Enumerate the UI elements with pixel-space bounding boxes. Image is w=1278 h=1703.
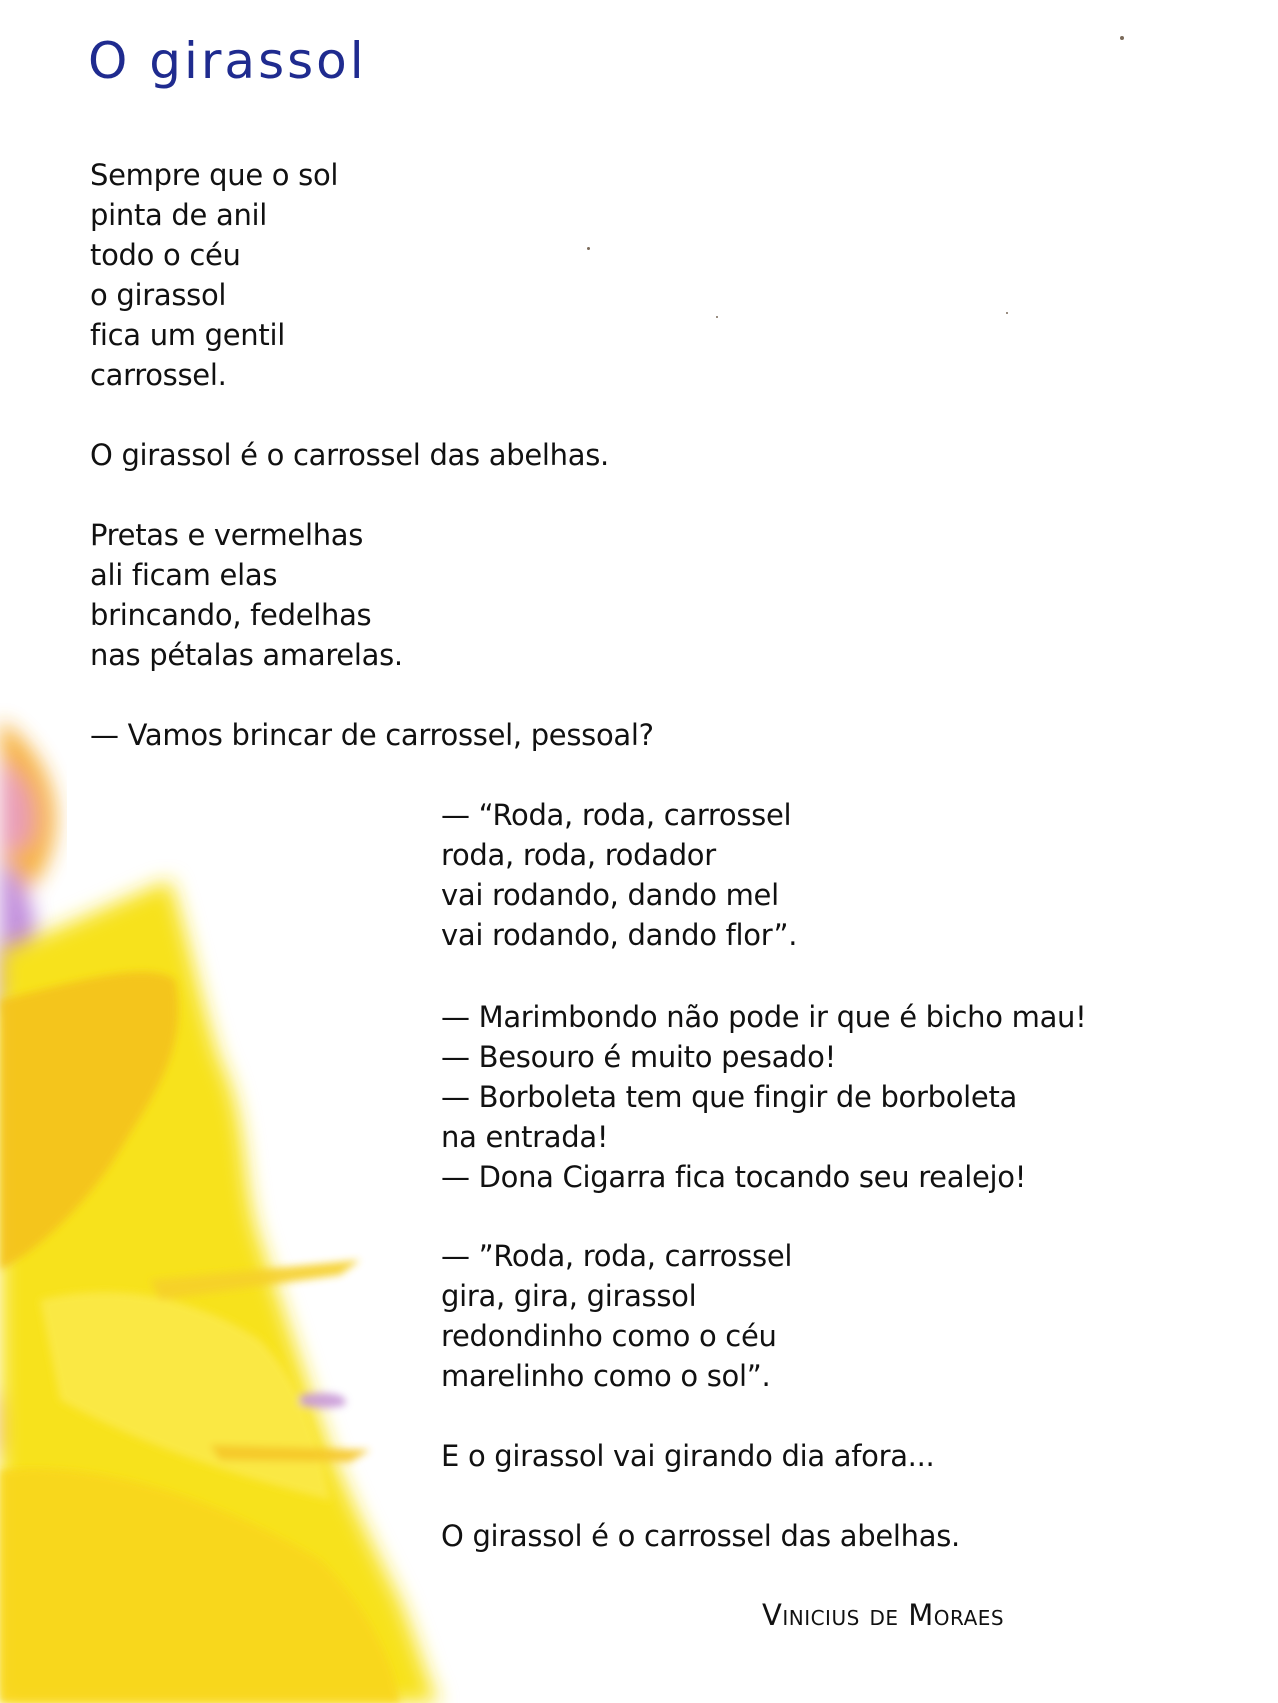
dust-speck — [1120, 36, 1124, 40]
stanza-9 — [441, 1516, 960, 1556]
poem-line: — Dona Cigarra fica tocando seu realejo! — [441, 1160, 1027, 1194]
dust-speck — [716, 316, 718, 318]
poem-line: gira, gira, girassol — [441, 1279, 697, 1313]
poem-line: O girassol é o carrossel das abelhas. — [441, 1519, 960, 1553]
poem-line: ali ficam elas — [90, 558, 278, 592]
stanza-5 — [441, 795, 797, 955]
poem-line: fica um gentil — [90, 318, 285, 352]
poem-author: Vinicius de Moraes — [762, 1598, 1005, 1632]
poem-line: todo o céu — [90, 238, 241, 272]
poem-line: — Besouro é muito pesado! — [441, 1040, 836, 1074]
stanza-1 — [90, 155, 338, 395]
stanza-4 — [90, 715, 654, 755]
poem-line: Sempre que o sol — [90, 158, 339, 192]
dust-speck — [1006, 312, 1008, 314]
poem-line: pinta de anil — [90, 198, 268, 232]
poem-line: vai rodando, dando flor”. — [441, 918, 798, 952]
poem-line: — Vamos brincar de carrossel, pessoal? — [90, 718, 654, 752]
stanza-2 — [90, 435, 609, 475]
poem-line: na entrada! — [441, 1120, 609, 1154]
poem-line: o girassol — [90, 278, 227, 312]
dust-speck — [587, 247, 590, 250]
poem-line: marelinho como o sol”. — [441, 1359, 771, 1393]
poem-line: redondinho como o céu — [441, 1319, 777, 1353]
stanza-7 — [441, 1236, 792, 1396]
poem-line: — Marimbondo não pode ir que é bicho mau! — [441, 1000, 1087, 1034]
poem-title: O girassol — [88, 32, 367, 90]
poem-line: E o girassol vai girando dia afora... — [441, 1439, 935, 1473]
poem-line: — “Roda, roda, carrossel — [441, 798, 792, 832]
poem-line: nas pétalas amarelas. — [90, 638, 403, 672]
stanza-6 — [441, 997, 1086, 1197]
poem-line: brincando, fedelhas — [90, 598, 372, 632]
poem-line: vai rodando, dando mel — [441, 878, 779, 912]
poem-line: — Borboleta tem que fingir de borboleta — [441, 1080, 1018, 1114]
stanza-3 — [90, 515, 403, 675]
poem-line: roda, roda, rodador — [441, 838, 716, 872]
poem-line: O girassol é o carrossel das abelhas. — [90, 438, 609, 472]
stanza-8 — [441, 1436, 934, 1476]
poem-line: Pretas e vermelhas — [90, 518, 364, 552]
poem-line: carrossel. — [90, 358, 227, 392]
poem-line: — ”Roda, roda, carrossel — [441, 1239, 793, 1273]
